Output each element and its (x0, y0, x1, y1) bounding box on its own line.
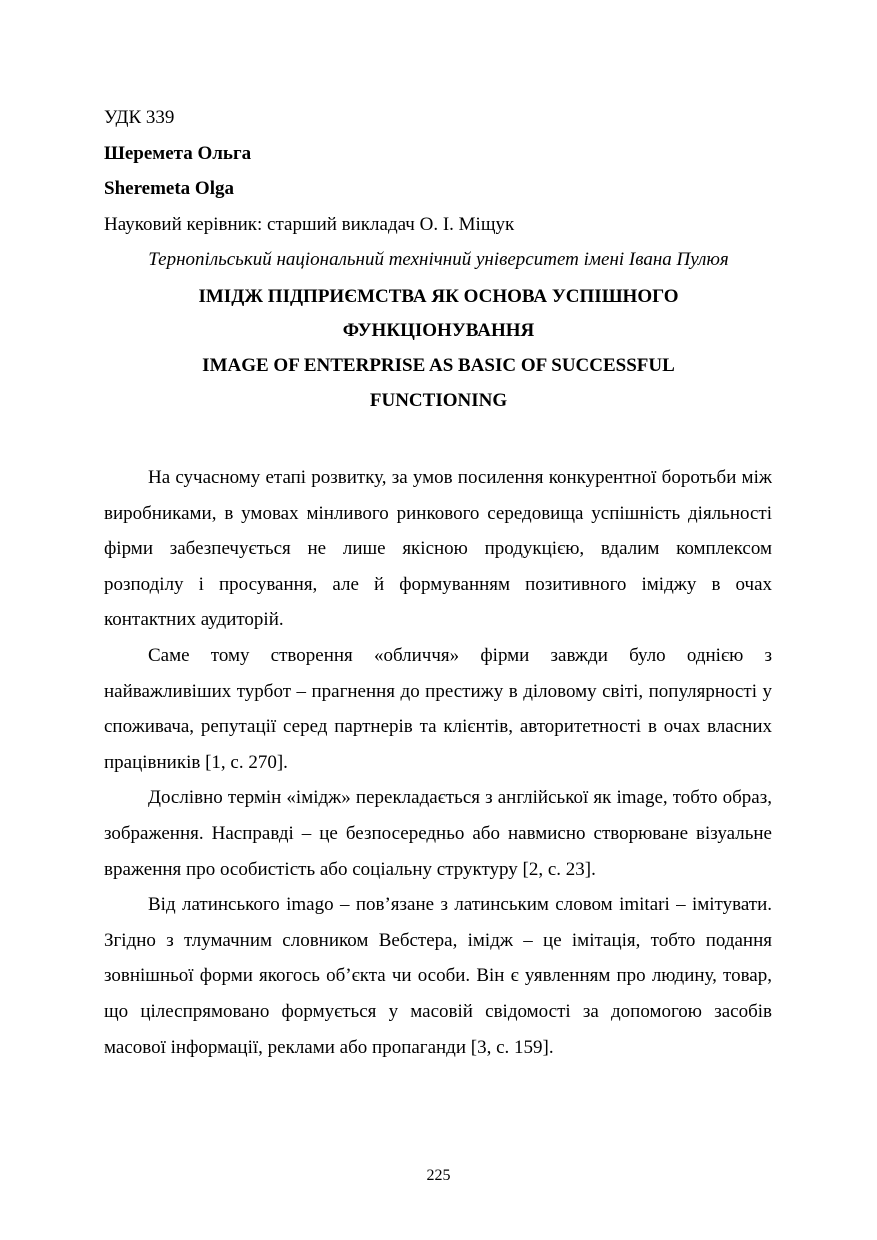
udk-code: УДК 339 (104, 107, 175, 128)
author-name-english: Sheremeta Olga (104, 178, 234, 199)
title-ukrainian-line-2: ФУНКЦІОНУВАННЯ (342, 320, 535, 341)
paragraph-2: Саме тому створення «обличчя» фірми завжди було однією з найважливіших турбот – прагнення до престижу в діловому світі, популярності у споживача, репутації серед партнерів та клієнтів, авторитетності в очах власних працівників [1, с. 270]. (104, 644, 772, 773)
paragraph-3: Дослівно термін «імідж» перекладається з англійської як image, тобто образ, зображення. Насправді – це безпосередньо або навмисно створюване візуальне враження про особистість або соціальну структуру [2, с. 23]. (104, 787, 772, 880)
university-affiliation: Тернопільський національний технічний університет імені Івана Пулюя (148, 249, 729, 270)
title-english-line-2: FUNCTIONING (369, 390, 508, 411)
title-english-line-1: IMAGE OF ENTERPRISE AS BASIC OF SUCCESSFUL (202, 355, 675, 376)
paragraph-4: Від латинського imago – пов’язане з латинським словом imitari – імітувати. Згідно з тлумачним словником Вебстера, імідж – це імітація, тобто подання зовнішньої форми якогось об’єкта чи особи. Він є уявленням про людину, товар, що цілеспрямовано формується у масовій свідомості за допомогою засобів масової інформації, реклами або пропаганди [3, с. 159]. (104, 894, 772, 1058)
title-ukrainian-line-1: ІМІДЖ ПІДПРИЄМСТВА ЯК ОСНОВА УСПІШНОГО (198, 286, 679, 307)
paragraph-1: На сучасному етапі розвитку, за умов посилення конкурентної боротьби між виробниками, в умовах мінливого ринкового середовища успішність діяльності фірми забезпечується не лише якісною продукцією, вдалим комплексом розподілу і просування, але й формуванням позитивного іміджу в очах контактних аудиторій. (104, 467, 772, 631)
page-number: 225 (426, 1167, 451, 1184)
author-name-ukrainian: Шеремета Ольга (104, 143, 252, 164)
scientific-advisor: Науковий керівник: старший викладач О. І. Міщук (104, 214, 515, 235)
article-body (104, 460, 772, 1065)
